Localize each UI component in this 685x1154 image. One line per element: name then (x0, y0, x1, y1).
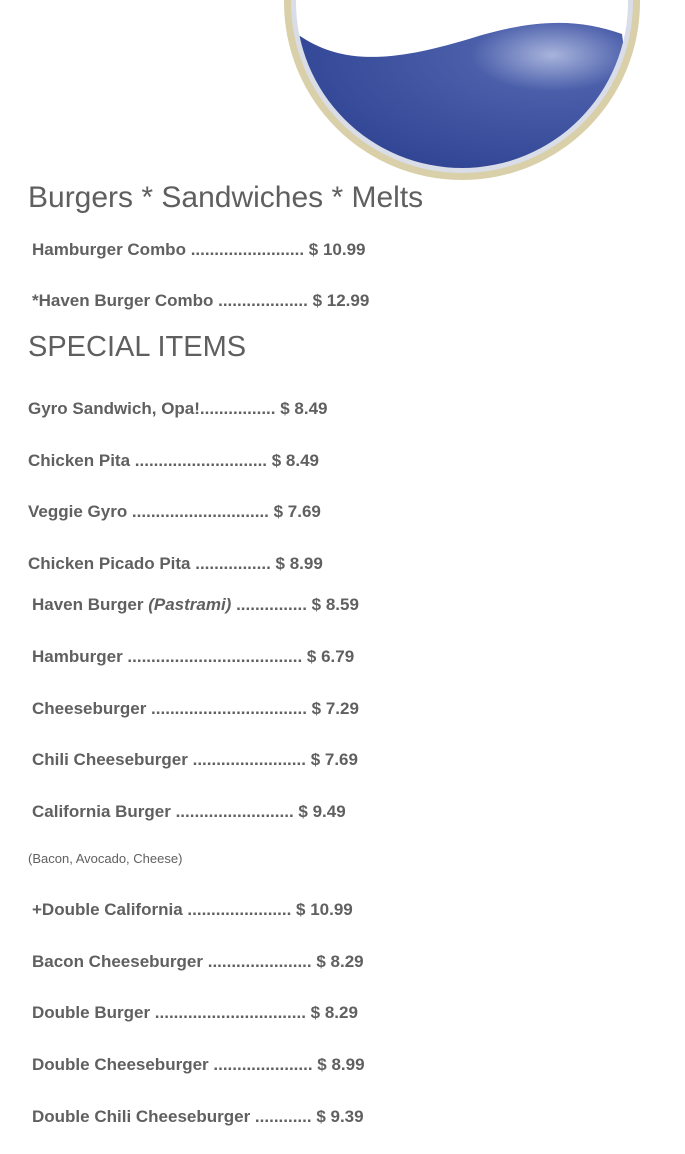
menu-item-name: Bacon Cheeseburger (32, 952, 203, 971)
menu-item-name: Chili Cheeseburger (32, 750, 188, 769)
menu-item-name: Double Cheeseburger (32, 1055, 209, 1074)
menu-item-dots: ................... (213, 291, 313, 310)
menu-item-price: $ 8.29 (310, 1003, 358, 1022)
menu-item-name: Chicken Pita (28, 451, 131, 470)
menu-item-price: $ 8.29 (316, 952, 364, 971)
menu-item-dots: ............................. (127, 502, 274, 521)
menu-item-name: Hamburger (32, 647, 123, 666)
section-heading-burgers: Burgers * Sandwiches * Melts (28, 181, 424, 214)
menu-item-dots: ........................ (185, 240, 309, 259)
menu-item-dots: ................ (199, 399, 281, 418)
menu-item-dots: ............... (231, 595, 312, 614)
menu-item (32, 699, 359, 719)
menu-item-price: $ 8.59 (311, 595, 359, 614)
menu-item-price: $ 8.99 (317, 1055, 365, 1074)
menu-item-name: Haven Burger (32, 595, 149, 614)
menu-item (28, 399, 327, 419)
menu-item-price: $ 8.99 (275, 554, 323, 573)
menu-item-name: Double Chili Cheeseburger (32, 1107, 251, 1126)
menu-item-name: Hamburger Combo (32, 240, 186, 259)
menu-item (32, 900, 353, 920)
menu-item-price: $ 10.99 (308, 240, 366, 259)
menu-item (28, 554, 323, 574)
menu-item (32, 647, 354, 667)
menu-item-name: Veggie Gyro (28, 502, 128, 521)
menu-item (32, 291, 369, 311)
menu-item (32, 1107, 364, 1127)
menu-item (32, 952, 364, 972)
menu-item-name: Chicken Picado Pita (28, 554, 191, 573)
menu-item-price: $ 6.79 (306, 647, 355, 666)
menu-item-dots: ..................... (208, 1055, 318, 1074)
menu-item (28, 451, 319, 471)
menu-item (28, 502, 321, 522)
menu-item-price: $ 7.69 (273, 502, 321, 521)
menu-item-name: Double Burger (32, 1003, 151, 1022)
menu-item-name: Gyro Sandwich, Opa! (28, 399, 200, 418)
menu-item-price: $ 9.49 (298, 802, 346, 821)
menu-item-dots: ............................ (130, 451, 272, 470)
menu-item-dots: ........................ (187, 750, 311, 769)
menu-item-dots: ..................................... (122, 647, 307, 666)
menu-item (32, 750, 358, 770)
menu-item-price: $ 8.49 (271, 451, 320, 470)
restaurant-logo (282, 0, 642, 184)
menu-item (32, 802, 346, 822)
menu-item-name: +Double California (32, 900, 183, 919)
menu-item-dots: ...................... (203, 952, 317, 971)
menu-item (32, 595, 359, 615)
menu-item-price: $ 10.99 (296, 900, 353, 919)
menu-item (32, 1055, 365, 1075)
menu-item-price: $ 12.99 (312, 291, 370, 310)
menu-item-name: *Haven Burger Combo (32, 291, 214, 310)
menu-item-dots: ............ (250, 1107, 317, 1126)
menu-item-price: $ 8.49 (280, 399, 328, 418)
menu-item-name: California Burger (32, 802, 171, 821)
section-heading-special-items: SPECIAL ITEMS (28, 331, 247, 363)
menu-item-name: Cheeseburger (32, 699, 147, 718)
menu-item-dots: ................................ (150, 1003, 311, 1022)
menu-item (32, 1003, 358, 1023)
menu-item (32, 240, 366, 260)
menu-item-dots: ................................. (146, 699, 312, 718)
menu-item-dots: ...................... (182, 900, 297, 919)
menu-item-price: $ 9.39 (316, 1107, 364, 1126)
california-burger-note: (Bacon, Avocado, Cheese) (28, 851, 183, 866)
menu-item-variant: (Pastrami) (148, 595, 232, 614)
menu-item-dots: ......................... (170, 802, 299, 821)
menu-item-price: $ 7.69 (310, 750, 358, 769)
menu-item-dots: ................ (190, 554, 276, 573)
menu-item-price: $ 7.29 (311, 699, 359, 718)
